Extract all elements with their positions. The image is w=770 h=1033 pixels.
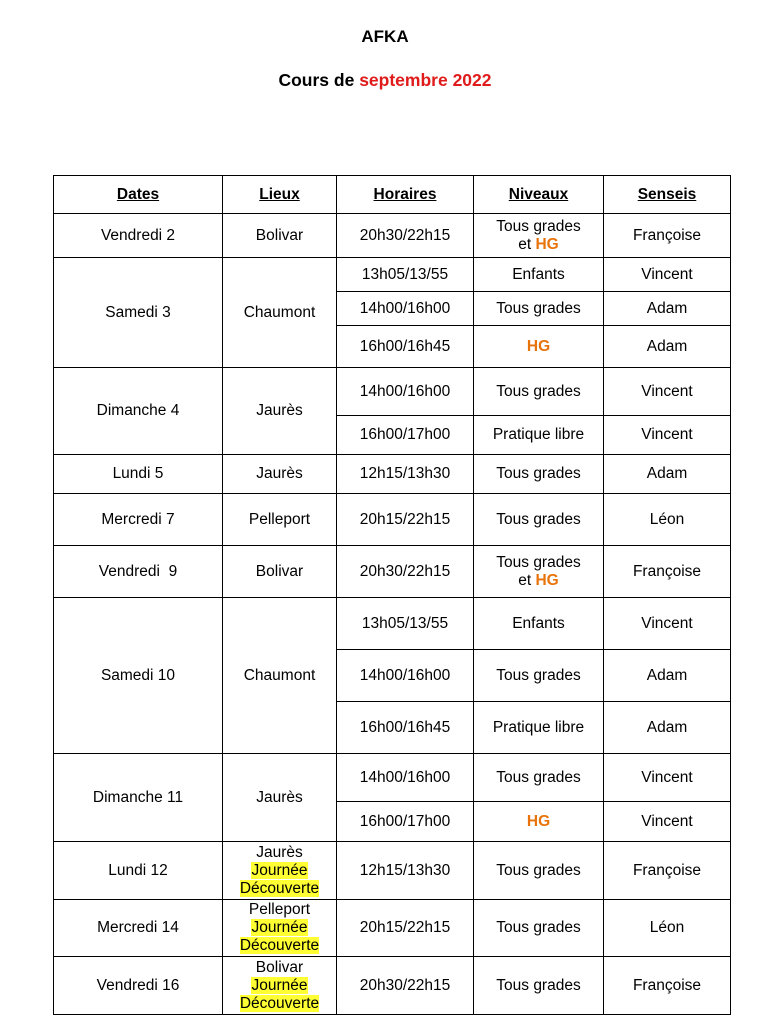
lieu-cell: Chaumont <box>223 258 337 368</box>
niveau-cell: Tous grades <box>474 494 604 546</box>
table-row <box>54 455 731 494</box>
sensei-cell: Adam <box>604 702 731 754</box>
table-row <box>54 214 731 258</box>
lieu-text: Pelleport <box>248 901 311 918</box>
horaire-cell: 16h00/17h00 <box>337 802 474 842</box>
date-cell: Vendredi 9 <box>54 546 223 598</box>
niveau-cell: Pratique libre <box>474 416 604 455</box>
lieu-cell <box>223 842 337 900</box>
date-cell: Dimanche 11 <box>54 754 223 842</box>
horaire-cell: 14h00/16h00 <box>337 292 474 326</box>
horaire-cell: 20h30/22h15 <box>337 957 474 1015</box>
lieu-cell: Jaurès <box>223 368 337 455</box>
date-cell: Mercredi 14 <box>54 900 223 957</box>
header-lieux: Lieux <box>223 176 337 214</box>
lieu-text: Jaurès <box>256 843 303 861</box>
niveau-text: Tous grades <box>496 217 581 235</box>
hg-label: HG <box>535 571 559 589</box>
horaire-cell: 20h15/22h15 <box>337 494 474 546</box>
sensei-cell: Françoise <box>604 957 731 1015</box>
document-subtitle <box>0 70 770 91</box>
journee-label: Journée <box>251 976 308 994</box>
table-row <box>54 754 731 802</box>
date-cell: Samedi 3 <box>54 258 223 368</box>
sensei-cell: Adam <box>604 326 731 368</box>
journee-label: Journée <box>251 861 308 879</box>
table-row <box>54 842 731 900</box>
subtitle-month: septembre 2022 <box>359 70 492 90</box>
sensei-cell: Françoise <box>604 842 731 900</box>
sensei-cell: Léon <box>604 494 731 546</box>
sensei-cell: Vincent <box>604 368 731 416</box>
lieu-text: Bolivar <box>255 958 304 976</box>
niveau-cell: Tous grades <box>474 368 604 416</box>
sensei-cell: Françoise <box>604 214 731 258</box>
sensei-cell: Vincent <box>604 802 731 842</box>
table-row <box>54 494 731 546</box>
lieu-cell: Jaurès <box>223 754 337 842</box>
niveau-cell: Tous grades <box>474 650 604 702</box>
niveau-cell: HG <box>474 802 604 842</box>
niveau-cell: Tous grades <box>474 900 604 957</box>
lieu-cell: Pelleport <box>223 494 337 546</box>
schedule-table <box>53 175 731 1015</box>
date-cell: Samedi 10 <box>54 598 223 754</box>
lieu-cell: Chaumont <box>223 598 337 754</box>
date-cell: Vendredi 16 <box>54 957 223 1015</box>
table-row <box>54 900 731 957</box>
document-title: AFKA <box>361 27 409 46</box>
niveau-cell: Tous grades <box>474 292 604 326</box>
sensei-cell: Adam <box>604 650 731 702</box>
lieu-cell: Bolivar <box>223 546 337 598</box>
niveau-cell: Tous grades <box>474 455 604 494</box>
horaire-cell: 12h15/13h30 <box>337 455 474 494</box>
table-row <box>54 258 731 292</box>
lieu-cell <box>223 957 337 1015</box>
horaire-cell: 16h00/16h45 <box>337 326 474 368</box>
date-cell: Dimanche 4 <box>54 368 223 455</box>
date-cell: Lundi 12 <box>54 842 223 900</box>
niveau-cell: HG <box>474 326 604 368</box>
table-row <box>54 368 731 416</box>
lieu-cell: Bolivar <box>223 214 337 258</box>
table-row <box>54 957 731 1015</box>
niveau-cell: Tous grades et HG <box>474 546 604 598</box>
horaire-cell: 13h05/13/55 <box>337 258 474 292</box>
sensei-cell: Vincent <box>604 416 731 455</box>
horaire-cell: 12h15/13h30 <box>337 842 474 900</box>
niveau-cell: Tous grades <box>474 842 604 900</box>
niveau-cell: Enfants <box>474 258 604 292</box>
horaire-cell: 13h05/13/55 <box>337 598 474 650</box>
horaire-cell: 20h15/22h15 <box>337 900 474 957</box>
subtitle-prefix: Cours de <box>278 70 360 90</box>
sensei-cell: Adam <box>604 292 731 326</box>
table-row <box>54 546 731 598</box>
sensei-cell: Vincent <box>604 754 731 802</box>
decouverte-label: Découverte <box>239 994 320 1012</box>
header-senseis: Senseis <box>604 176 731 214</box>
journee-label: Journée <box>251 919 308 936</box>
sensei-cell: Vincent <box>604 258 731 292</box>
horaire-cell: 16h00/17h00 <box>337 416 474 455</box>
hg-label: HG <box>535 235 559 253</box>
lieu-cell <box>223 900 337 957</box>
horaire-cell: 14h00/16h00 <box>337 650 474 702</box>
header-row <box>54 176 731 214</box>
niveau-cell: Tous grades et HG <box>474 214 604 258</box>
niveau-cell: Enfants <box>474 598 604 650</box>
header-dates: Dates <box>54 176 223 214</box>
niveau-text: Tous grades <box>496 553 581 571</box>
decouverte-label: Découverte <box>239 879 320 897</box>
date-cell: Lundi 5 <box>54 455 223 494</box>
header-horaires: Horaires <box>337 176 474 214</box>
horaire-cell: 14h00/16h00 <box>337 368 474 416</box>
niveau-cell: Tous grades <box>474 754 604 802</box>
horaire-cell: 16h00/16h45 <box>337 702 474 754</box>
sensei-cell: Adam <box>604 455 731 494</box>
niveau-cell: Tous grades <box>474 957 604 1015</box>
date-cell: Vendredi 2 <box>54 214 223 258</box>
table-row <box>54 598 731 650</box>
lieu-cell: Jaurès <box>223 455 337 494</box>
header-niveaux: Niveaux <box>474 176 604 214</box>
decouverte-label: Découverte <box>239 937 320 954</box>
horaire-cell: 14h00/16h00 <box>337 754 474 802</box>
niveau-cell: Pratique libre <box>474 702 604 754</box>
horaire-cell: 20h30/22h15 <box>337 546 474 598</box>
sensei-cell: Françoise <box>604 546 731 598</box>
sensei-cell: Léon <box>604 900 731 957</box>
date-cell: Mercredi 7 <box>54 494 223 546</box>
horaire-cell: 20h30/22h15 <box>337 214 474 258</box>
sensei-cell: Vincent <box>604 598 731 650</box>
